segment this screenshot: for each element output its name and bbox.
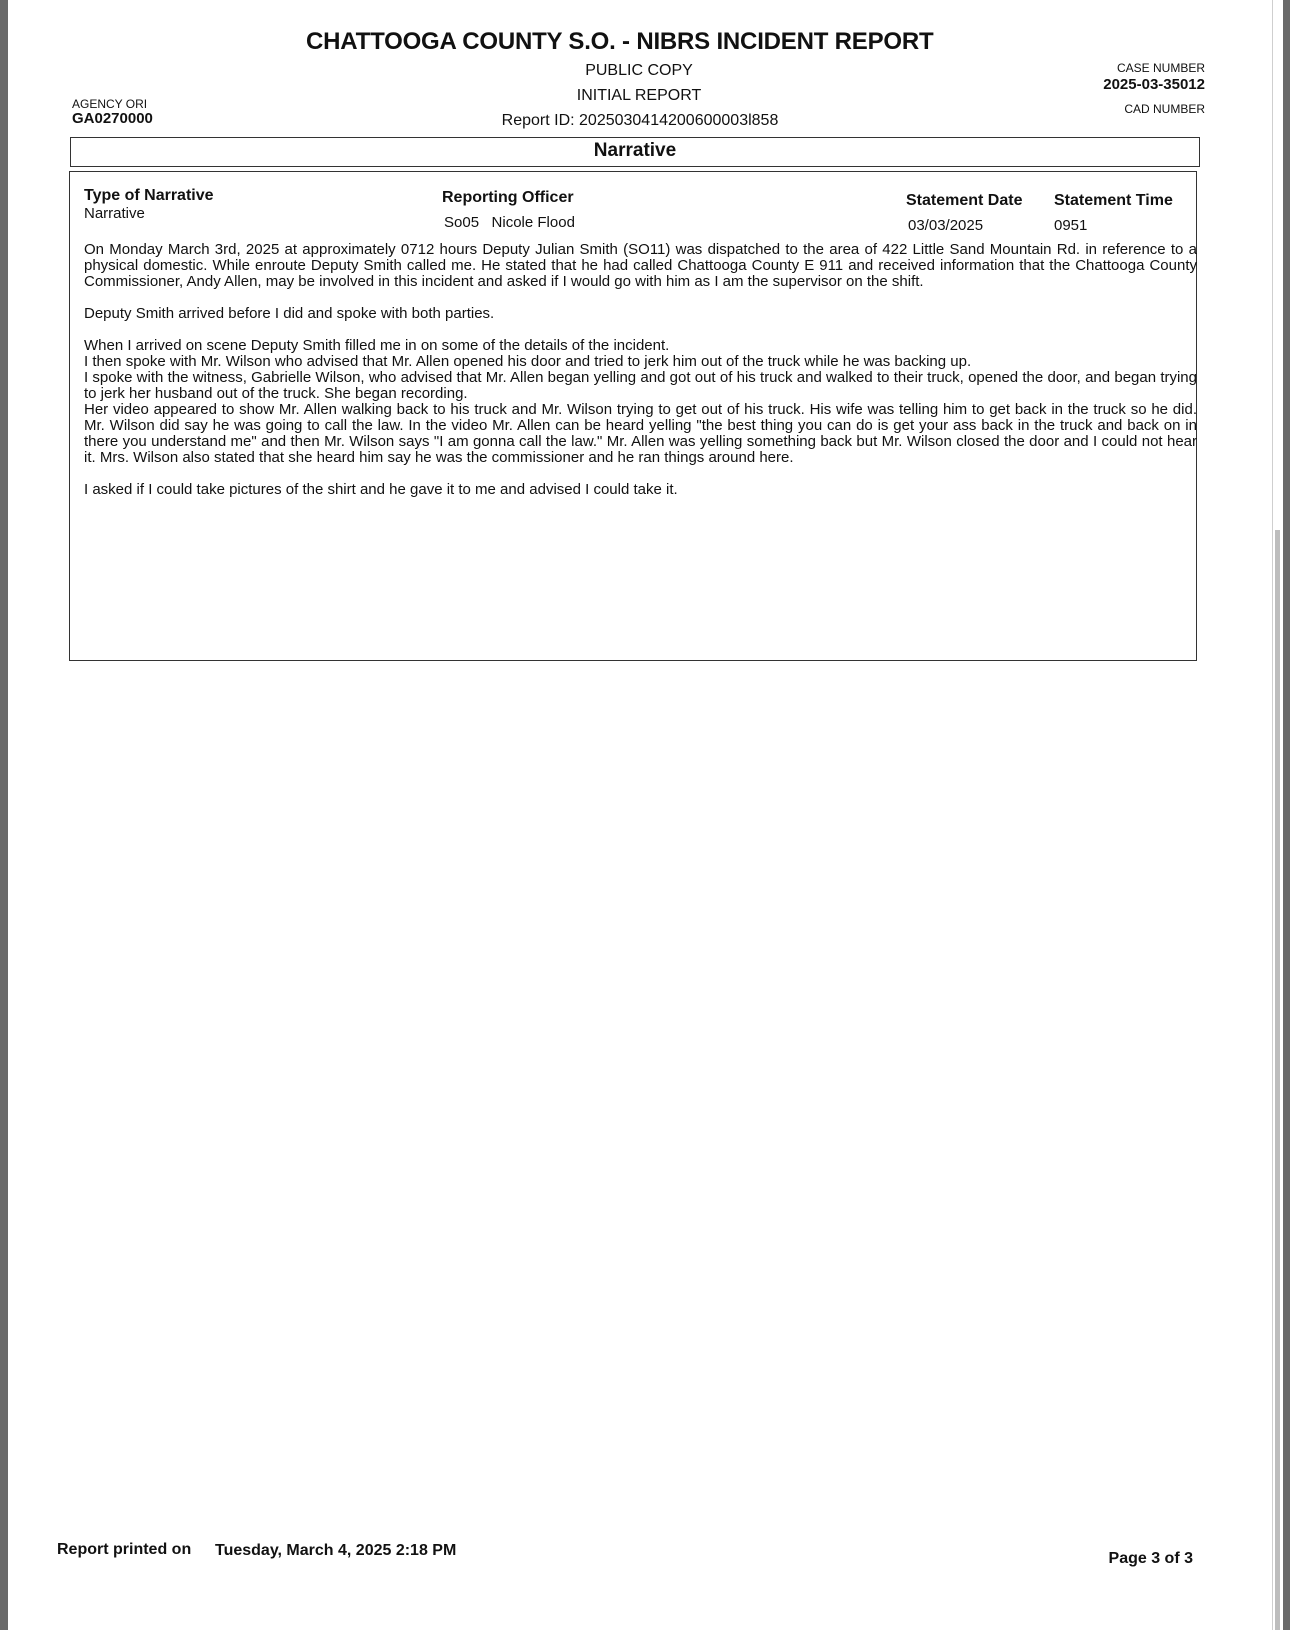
reporting-officer-label: Reporting Officer — [442, 189, 574, 206]
initial-report-label: INITIAL REPORT — [576, 87, 702, 104]
type-of-narrative-label: Type of Narrative — [84, 187, 214, 204]
narrative-paragraph: I asked if I could take pictures of the shirt and he gave it to me and advised I could take it. — [84, 481, 678, 498]
statement-date-value: 03/03/2025 — [908, 217, 984, 234]
narrative-section-header — [70, 137, 1200, 167]
report-id: Report ID: 2025030414200600003l858 — [501, 112, 779, 129]
type-of-narrative-value: Narrative — [84, 205, 145, 222]
printed-on-value: Tuesday, March 4, 2025 2:18 PM — [215, 1542, 457, 1559]
case-number-label: CASE NUMBER — [1116, 61, 1205, 75]
printed-on-label: Report printed on — [57, 1541, 192, 1558]
agency-ori-label: AGENCY ORI — [72, 97, 148, 111]
narrative-section-title: Narrative — [593, 140, 677, 161]
narrative-paragraph: I then spoke with Mr. Wilson who advised that Mr. Allen opened his door and tried to jerk him out of the truck while he was backing up. — [84, 353, 972, 370]
cad-number-label: CAD NUMBER — [1124, 102, 1205, 116]
narrative-paragraph: Her video appeared to show Mr. Allen walking back to his truck and Mr. Wilson trying to get out of his truck. His wife was telling him to get back in the truck so he did. Mr. Wilson did say he was going to call the law. In the video Mr. Allen can be heard yelling "the best thing you can do is get your ass back in the truck and back on in there you understand me" and then Mr. Wilson says "I am gonna call the law." Mr. Allen was yelling something back but Mr. Wilson closed the door and I could not hear it. Mrs. Wilson also stated that she heard him say he was the commissioner and he ran things around here. — [84, 401, 1197, 466]
narrative-paragraph: Deputy Smith arrived before I did and spoke with both parties. — [84, 305, 495, 322]
reporting-officer-value: So05 Nicole Flood — [444, 214, 575, 231]
report-title: CHATTOOGA COUNTY S.O. - NIBRS INCIDENT REPORT — [306, 28, 934, 55]
scrollbar-thumb[interactable] — [1275, 530, 1280, 1630]
narrative-paragraph: When I arrived on scene Deputy Smith filled me in on some of the details of the incident. — [84, 337, 670, 354]
narrative-paragraph: On Monday March 3rd, 2025 at approximately 0712 hours Deputy Julian Smith (SO11) was dispatched to the area of 422 Little Sand Mountain Rd. in reference to a physical domestic. While enroute Deputy Smith called me. He stated that he had called Chattooga County E 911 and received information that the Chattooga County Commissioner, Andy Allen, may be involved in this incident and asked if I would go with him as I am the supervisor on the shift. — [84, 241, 1197, 290]
narrative-paragraph: I spoke with the witness, Gabrielle Wilson, who advised that Mr. Allen began yelling and got out of his truck and walked to their truck, opened the door, and began trying to jerk her husband out of the truck. She began recording. — [84, 369, 1197, 402]
page-number: Page 3 of 3 — [1108, 1550, 1193, 1567]
agency-ori-value: GA0270000 — [72, 110, 153, 127]
narrative-text — [84, 242, 1197, 498]
case-number-value: 2025-03-35012 — [1103, 76, 1205, 93]
statement-time-label: Statement Time — [1054, 192, 1173, 209]
statement-time-value: 0951 — [1054, 217, 1088, 234]
public-copy-label: PUBLIC COPY — [585, 62, 693, 79]
statement-date-label: Statement Date — [906, 192, 1023, 209]
